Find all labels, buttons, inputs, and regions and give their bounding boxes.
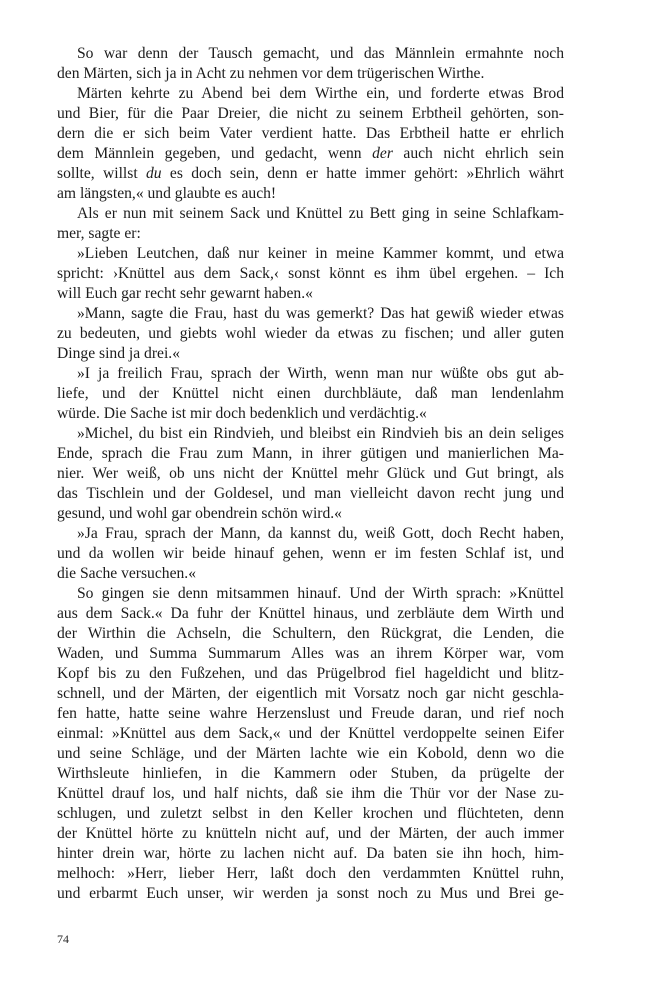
- text-line: am längsten,« und glaubte es auch!: [57, 185, 277, 202]
- text-line: Ende, sprach die Frau zum Mann, in ihrer gütigen und manierlichen Ma-: [57, 445, 564, 462]
- text-line: spricht: ›Knüttel aus dem Sack,‹ sonst könnt es ihm übel ergehen. – Ich: [57, 265, 564, 282]
- text-line: und erbarmt Euch unser, wir werden ja sonst noch zu Mus und Brei ge-: [57, 885, 564, 902]
- text-line: gesund, und wohl gar obendrein schön wird.«: [57, 505, 342, 522]
- text-line: fen hatte, hatte seine wahre Herzenslust und Freude daran, und rief noch: [57, 705, 564, 722]
- text-line: die Sache versuchen.«: [57, 565, 196, 582]
- text-line: Waden, und Summa Summarum Alles was an ihrem Körper war, vom: [57, 645, 564, 662]
- text-line: will Euch gar recht sehr gewarnt haben.«: [57, 285, 313, 302]
- text-line: würde. Die Sache ist mir doch bedenklich und verdächtig.«: [57, 405, 427, 422]
- text-line: der Knüttel hörte zu knütteln nicht auf, und der Märten, der auch immer: [57, 825, 564, 842]
- text-line: hinter drein war, hörte zu lachen nicht auf. Da baten sie ihn hoch, him-: [57, 845, 564, 862]
- text-line: Märten kehrte zu Abend bei dem Wirthe ein, und forderte etwas Brod: [77, 85, 564, 102]
- text-line: »Michel, du bist ein Rindvieh, und bleibst ein Rindvieh bis an dein seliges: [77, 425, 564, 442]
- text-line: liefe, und der Knüttel nicht einen durchbläute, daß man lendenlahm: [57, 385, 564, 402]
- text-line: den Märten, sich ja in Acht zu nehmen vor dem trügerischen Wirthe.: [57, 65, 485, 82]
- text-line: aus dem Sack.« Da fuhr der Knüttel hinaus, und zerbläute dem Wirth und: [57, 605, 564, 622]
- text-line: So war denn der Tausch gemacht, und das Männlein ermahnte noch: [77, 45, 564, 62]
- text-line: und Bier, für die Paar Dreier, die nicht zu seinem Erbtheil gehörten, son-: [57, 105, 564, 122]
- page-body-text: [57, 44, 564, 904]
- text-line: schnell, und der Märten, der eigentlich mit Vorsatz noch gar nicht geschla-: [57, 685, 564, 702]
- text-line: melhoch: »Herr, lieber Herr, laßt doch den verdammten Knüttel ruhn,: [57, 865, 564, 882]
- text-line: der Wirthin die Achseln, die Schultern, den Rückgrat, die Lenden, die: [57, 625, 564, 642]
- text-line: »Lieben Leutchen, daß nur keiner in meine Kammer kommt, und etwa: [77, 245, 564, 262]
- text-line: zu bedeuten, und giebts wohl wieder da etwas zu fischen; und aller guten: [57, 325, 564, 342]
- text-line: Kopf bis zu den Fußzehen, und das Prügelbrod fiel hageldicht und blitz-: [57, 665, 564, 682]
- text-line: So gingen sie denn mitsammen hinauf. Und der Wirth sprach: »Knüttel: [77, 585, 564, 602]
- text-line: einmal: »Knüttel aus dem Sack,« und der Knüttel verdoppelte seinen Eifer: [57, 725, 564, 742]
- text-line: »Ja Frau, sprach der Mann, da kannst du, weiß Gott, doch Recht haben,: [77, 525, 564, 542]
- text-line: schlugen, und zuletzt selbst in den Keller krochen und flüchteten, denn: [57, 805, 564, 822]
- text-line: und da wollen wir beide hinauf gehen, wenn er im festen Schlaf ist, und: [57, 545, 564, 562]
- text-line: mer, sagte er:: [57, 225, 141, 242]
- text-line: Knüttel drauf los, und half nichts, daß sie ihm die Thür vor der Nase zu-: [57, 785, 564, 802]
- text-line: Dinge sind ja drei.«: [57, 345, 180, 362]
- text-line: Wirthsleute hinliefen, in die Kammern oder Stuben, da prügelte der: [57, 765, 564, 782]
- text-line: Als er nun mit seinem Sack und Knüttel zu Bett ging in seine Schlafkam-: [77, 205, 564, 222]
- page-number: 74: [57, 932, 69, 946]
- text-line: und seine Schläge, und der Märten lachte wie ein Kobold, denn wo die: [57, 745, 564, 762]
- text-line: dern die er sich beim Vater verdient hatte. Das Erbtheil hatte er ehrlich: [57, 125, 564, 142]
- text-line: das Tischlein und der Goldesel, und man vielleicht davon recht jung und: [57, 485, 564, 502]
- text-line: »Mann, sagte die Frau, hast du was gemerkt? Das hat gewiß wieder etwas: [77, 305, 564, 322]
- text-line: »I ja freilich Frau, sprach der Wirth, wenn man nur wüßte obs gut ab-: [77, 365, 564, 382]
- text-line: nier. Wer weiß, ob uns nicht der Knüttel mehr Glück und Gut bringt, als: [57, 465, 564, 482]
- text-line: sollte, willst du es doch sein, denn er hatte immer gehört: »Ehrlich währt: [57, 165, 564, 182]
- text-line: dem Männlein gegeben, und gedacht, wenn der auch nicht ehrlich sein: [57, 145, 564, 162]
